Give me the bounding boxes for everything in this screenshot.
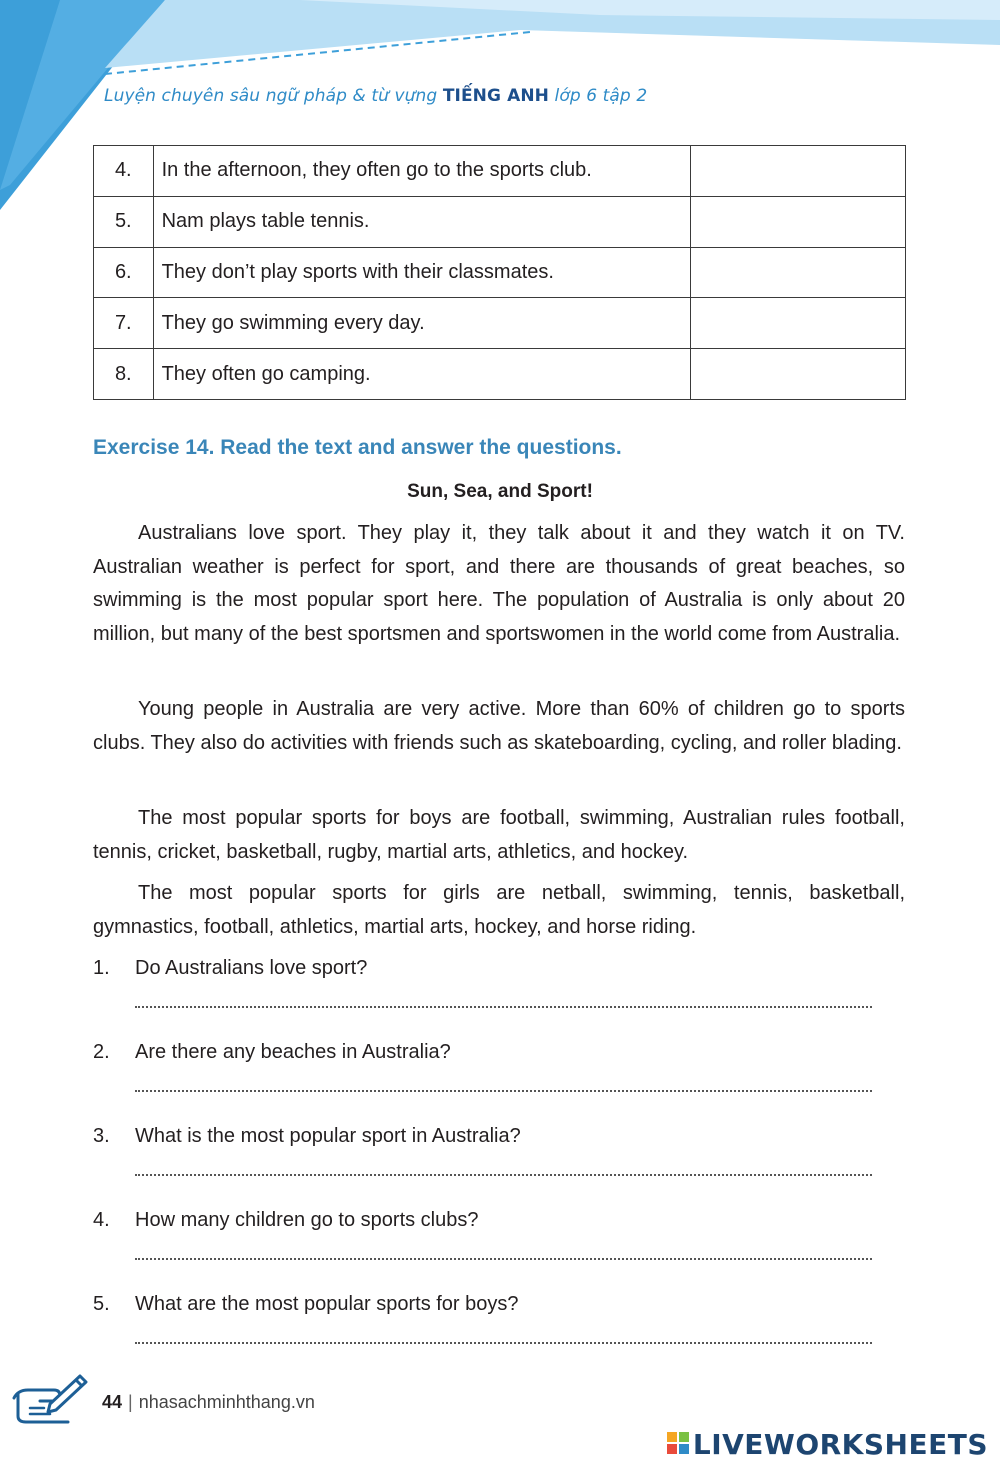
row-statement: In the afternoon, they often go to the sports club. bbox=[153, 146, 691, 197]
paragraph: Young people in Australia are very active. More than 60% of children go to sports clubs. They also do activities with friends such as skateboarding, cycling, and roller blading. bbox=[93, 698, 905, 754]
table-row bbox=[94, 349, 906, 400]
question-text: What are the most popular sports for boys? bbox=[135, 1293, 519, 1315]
row-statement: They often go camping. bbox=[153, 349, 691, 400]
table-row bbox=[94, 196, 906, 247]
question-text: Are there any beaches in Australia? bbox=[135, 1041, 451, 1063]
footer-separator: | bbox=[128, 1392, 133, 1412]
question-number: 5. bbox=[93, 1293, 110, 1315]
row-statement: They go swimming every day. bbox=[153, 298, 691, 349]
liveworksheets-brand: LIVEWORKSHEETS bbox=[667, 1428, 988, 1461]
true-false-table bbox=[93, 145, 906, 400]
answer-cell[interactable] bbox=[691, 349, 906, 400]
paragraph: The most popular sports for boys are football, swimming, Australian rules football, tennis, cricket, basketball, rugby, martial arts, athletics, and hockey. bbox=[93, 807, 905, 863]
answer-cell[interactable] bbox=[691, 146, 906, 197]
book-title: Luyện chuyên sâu ngữ pháp & từ vựng TIẾNG ANH lớp 6 tập 2 bbox=[104, 86, 648, 106]
answer-line[interactable] bbox=[135, 1258, 872, 1260]
answer-cell[interactable] bbox=[691, 247, 906, 298]
publisher-site: nhasachminhthang.vn bbox=[138, 1392, 315, 1412]
story-title: Sun, Sea, and Sport! bbox=[407, 481, 593, 502]
liveworksheets-logo-icon bbox=[667, 1432, 689, 1454]
row-number: 6. bbox=[94, 247, 154, 298]
answer-cell[interactable] bbox=[691, 298, 906, 349]
paragraph: The most popular sports for girls are netball, swimming, tennis, basketball, gymnastics, football, athletics, martial arts, hockey, and horse riding. bbox=[93, 882, 905, 938]
answer-line[interactable] bbox=[135, 1342, 872, 1344]
row-statement: They don’t play sports with their classmates. bbox=[153, 247, 691, 298]
page-number: 44 bbox=[102, 1392, 123, 1412]
row-number: 7. bbox=[94, 298, 154, 349]
row-number: 4. bbox=[94, 146, 154, 197]
row-statement: Nam plays table tennis. bbox=[153, 196, 691, 247]
question-text: How many children go to sports clubs? bbox=[135, 1209, 479, 1231]
question-text: What is the most popular sport in Australia? bbox=[135, 1125, 521, 1147]
writing-hand-icon bbox=[10, 1368, 92, 1430]
row-number: 5. bbox=[94, 196, 154, 247]
question-number: 1. bbox=[93, 957, 110, 979]
question-number: 2. bbox=[93, 1041, 110, 1063]
question-number: 4. bbox=[93, 1209, 110, 1231]
paragraph: Australians love sport. They play it, they talk about it and they watch it on TV. Australian weather is perfect for sport, and there are thousands of great beaches, so swimming is the most popular sport here. The population of Australia is only about 20 million, but many of the best sportsmen and sportswomen in the world come from Australia. bbox=[93, 522, 905, 645]
answer-cell[interactable] bbox=[691, 196, 906, 247]
answer-line[interactable] bbox=[135, 1090, 872, 1092]
row-number: 8. bbox=[94, 349, 154, 400]
answer-line[interactable] bbox=[135, 1174, 872, 1176]
question-text: Do Australians love sport? bbox=[135, 957, 368, 979]
answer-line[interactable] bbox=[135, 1006, 872, 1008]
table-row bbox=[94, 247, 906, 298]
exercise-title: Exercise 14. Read the text and answer the questions. bbox=[93, 436, 622, 459]
table-row bbox=[94, 298, 906, 349]
question-number: 3. bbox=[93, 1125, 110, 1147]
page-footer bbox=[102, 1392, 315, 1413]
table-row bbox=[94, 146, 906, 197]
